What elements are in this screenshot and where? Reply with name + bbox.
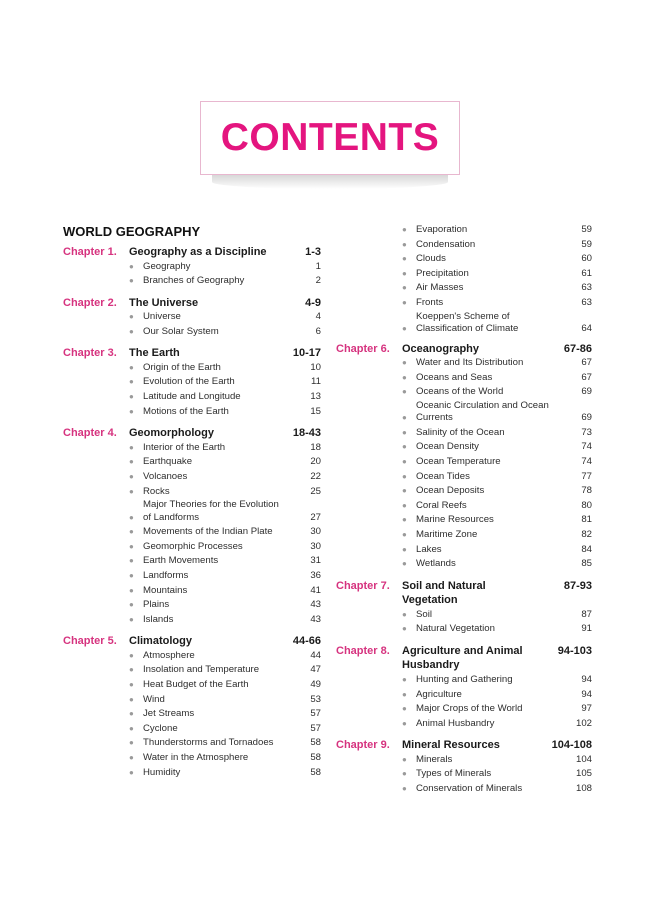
- bullet-icon: ●: [129, 752, 134, 762]
- bullet-icon: ●: [129, 650, 134, 660]
- chapter-pages: 87-93: [563, 579, 592, 592]
- chapter-heading[interactable]: [63, 296, 321, 311]
- toc-item[interactable]: [63, 649, 321, 664]
- toc-item-page: 58: [310, 737, 321, 749]
- toc-item-page: 27: [310, 511, 321, 523]
- toc-item-page: 74: [581, 456, 592, 468]
- toc-item-page: 63: [581, 282, 592, 294]
- toc-left-column: [63, 223, 321, 787]
- toc-item-page: 64: [581, 322, 592, 334]
- chapter: [63, 634, 321, 780]
- toc-item-title: Water and Its Distribution: [416, 357, 524, 369]
- page-title: CONTENTS: [220, 116, 440, 159]
- toc-item-page: 2: [315, 275, 321, 287]
- chapter-heading[interactable]: [336, 644, 592, 673]
- bullet-icon: ●: [402, 427, 407, 437]
- toc-item[interactable]: [63, 540, 321, 555]
- toc-item-title: Our Solar System: [143, 325, 219, 337]
- toc-item[interactable]: [63, 569, 321, 584]
- bullet-icon: ●: [129, 600, 134, 610]
- toc-item[interactable]: [63, 390, 321, 405]
- toc-item-page: 53: [310, 693, 321, 705]
- chapter-items: [336, 673, 592, 731]
- toc-item[interactable]: [63, 485, 321, 500]
- chapter-title: Soil and Natural Vegetation: [402, 579, 486, 607]
- chapter-pages: 10-17: [292, 347, 321, 360]
- bullet-icon: ●: [402, 372, 407, 382]
- chapter-title: The Earth: [129, 347, 180, 360]
- bullet-icon: ●: [402, 358, 407, 368]
- bullet-icon: ●: [402, 530, 407, 539]
- toc-item[interactable]: [336, 470, 592, 485]
- continued-item-list: [336, 223, 592, 337]
- bullet-icon: ●: [129, 486, 134, 496]
- toc-item-title: Clouds: [416, 253, 446, 265]
- chapter: [63, 426, 321, 627]
- toc-item[interactable]: [336, 499, 592, 514]
- toc-item[interactable]: [63, 766, 321, 781]
- bullet-icon: ●: [129, 723, 134, 733]
- chapter: [63, 296, 321, 340]
- toc-item-title: Condensation: [416, 238, 476, 250]
- toc-item[interactable]: [336, 385, 592, 400]
- toc-item-title: Koeppen's Scheme of Classification of Climate: [416, 310, 519, 335]
- toc-item[interactable]: [63, 707, 321, 722]
- toc-item[interactable]: [63, 455, 321, 470]
- toc-item-title: Agriculture: [416, 688, 462, 700]
- chapter: [336, 579, 592, 637]
- bullet-icon: ●: [402, 442, 407, 452]
- toc-item[interactable]: [336, 311, 592, 337]
- bullet-icon: ●: [402, 624, 407, 634]
- toc-item-title: Mountains: [143, 584, 188, 596]
- bullet-icon: ●: [402, 283, 407, 293]
- bullet-icon: ●: [129, 614, 134, 624]
- chapter-pages: 44-66: [292, 635, 321, 648]
- toc-item-page: 58: [310, 766, 321, 778]
- toc-item-page: 20: [310, 456, 321, 468]
- bullet-icon: ●: [129, 326, 134, 336]
- toc-item-title: Water in the Atmosphere: [143, 751, 249, 763]
- toc-item-page: 102: [575, 717, 592, 729]
- toc-item-title: Volcanoes: [143, 470, 188, 482]
- bullet-icon: ●: [402, 486, 407, 496]
- toc-item-title: Origin of the Earth: [143, 361, 221, 373]
- chapter-label: Chapter 4.: [63, 427, 117, 440]
- toc-item-title: Latitude and Longitude: [143, 391, 241, 403]
- toc-item[interactable]: [63, 310, 321, 325]
- toc-item[interactable]: [63, 663, 321, 678]
- toc-item-title: Ocean Temperature: [416, 456, 501, 468]
- toc-item[interactable]: [336, 717, 592, 732]
- toc-item-title: Evolution of the Earth: [143, 376, 235, 388]
- bullet-icon: ●: [129, 679, 134, 689]
- toc-item-title: Natural Vegetation: [416, 623, 495, 635]
- toc-item-title: Atmosphere: [143, 649, 195, 661]
- chapter-items: [63, 310, 321, 339]
- toc-item-title: Oceans and Seas: [416, 371, 493, 383]
- toc-right-column: [336, 223, 592, 804]
- toc-item-page: 15: [310, 405, 321, 417]
- toc-item[interactable]: [63, 441, 321, 456]
- chapter-items: [63, 361, 321, 419]
- toc-item[interactable]: [336, 702, 592, 717]
- chapter-heading[interactable]: [63, 634, 321, 649]
- bullet-icon: ●: [129, 276, 134, 286]
- banner-shadow: [212, 175, 448, 189]
- toc-item[interactable]: [63, 598, 321, 613]
- toc-item[interactable]: [63, 260, 321, 275]
- bullet-icon: ●: [129, 377, 134, 387]
- right-chapter-list: [336, 342, 592, 797]
- bullet-icon: ●: [402, 544, 407, 554]
- toc-item[interactable]: [63, 693, 321, 708]
- toc-item-page: 57: [310, 708, 321, 720]
- toc-item[interactable]: [63, 361, 321, 376]
- toc-item-page: 105: [575, 768, 592, 780]
- chapter-heading[interactable]: [63, 346, 321, 361]
- toc-item[interactable]: [336, 267, 592, 282]
- toc-item[interactable]: [336, 688, 592, 703]
- toc-item[interactable]: [336, 252, 592, 267]
- toc-item-page: 91: [581, 623, 592, 635]
- toc-item-title: Evaporation: [416, 224, 468, 235]
- toc-item-title: Major Theories for the Evolution of Landforms: [143, 499, 279, 523]
- chapter-label: Chapter 7.: [336, 579, 390, 592]
- toc-item-title: Rocks: [143, 485, 170, 497]
- toc-item-title: Conservation of Minerals: [416, 783, 523, 795]
- toc-item[interactable]: [336, 484, 592, 499]
- toc-item-page: 78: [581, 485, 592, 497]
- bullet-icon: ●: [402, 225, 407, 234]
- toc-item-title: Coral Reefs: [416, 499, 467, 511]
- toc-item-page: 1: [315, 260, 321, 272]
- toc-item-title: Soil: [416, 608, 432, 620]
- chapter: [336, 738, 592, 796]
- bullet-icon: ●: [402, 718, 407, 728]
- bullet-icon: ●: [129, 665, 134, 675]
- toc-item[interactable]: [63, 678, 321, 693]
- chapter: [336, 644, 592, 731]
- chapter-pages: 94-103: [557, 644, 592, 657]
- toc-item[interactable]: [63, 554, 321, 569]
- toc-item-page: 108: [575, 783, 592, 795]
- toc-item-page: 41: [310, 584, 321, 596]
- toc-item-page: 67: [581, 371, 592, 383]
- chapter-label: Chapter 5.: [63, 635, 117, 648]
- chapter-pages: 18-43: [292, 427, 321, 440]
- toc-item-page: 81: [581, 514, 592, 526]
- toc-item-page: 85: [581, 558, 592, 570]
- toc-item-title: Heat Budget of the Earth: [143, 678, 249, 690]
- toc-item-page: 80: [581, 499, 592, 511]
- toc-item-title: Types of Minerals: [416, 768, 492, 780]
- bullet-icon: ●: [129, 512, 134, 522]
- chapter-title: Oceanography: [402, 342, 480, 355]
- toc-item[interactable]: [336, 753, 592, 768]
- toc-item-page: 30: [310, 540, 321, 552]
- toc-item-page: 30: [310, 526, 321, 538]
- toc-item-page: 25: [310, 485, 321, 497]
- bullet-icon: ●: [402, 674, 407, 684]
- toc-item-page: 97: [581, 703, 592, 715]
- chapter-label: Chapter 1.: [63, 246, 117, 258]
- bullet-icon: ●: [129, 261, 134, 271]
- toc-item-title: Minerals: [416, 753, 453, 765]
- chapter: [336, 342, 592, 572]
- toc-item-title: Major Crops of the World: [416, 703, 523, 715]
- chapter-pages: 1-3: [305, 246, 321, 258]
- toc-item-page: 69: [581, 412, 592, 424]
- toc-item-page: 73: [581, 426, 592, 438]
- chapter-heading[interactable]: [336, 579, 592, 608]
- toc-item-title: Animal Husbandry: [416, 717, 495, 729]
- toc-item-title: Geomorphic Processes: [143, 540, 243, 552]
- toc-item-title: Earth Movements: [143, 555, 219, 567]
- toc-item[interactable]: [336, 608, 592, 623]
- toc-item-page: 57: [310, 722, 321, 734]
- toc-item-title: Motions of the Earth: [143, 405, 229, 417]
- toc-item-page: 36: [310, 569, 321, 581]
- toc-item-title: Thunderstorms and Tornadoes: [143, 737, 274, 749]
- chapter-title: Climatology: [129, 635, 192, 648]
- toc-item-page: 43: [310, 599, 321, 611]
- toc-item[interactable]: [336, 543, 592, 558]
- toc-item[interactable]: [336, 767, 592, 782]
- bullet-icon: ●: [402, 297, 407, 307]
- toc-item-title: Oceans of the World: [416, 386, 504, 398]
- chapter-heading[interactable]: [336, 342, 592, 357]
- toc-item-title: Universe: [143, 311, 181, 323]
- bullet-icon: ●: [129, 694, 134, 704]
- toc-item-page: 59: [581, 238, 592, 250]
- bullet-icon: ●: [402, 704, 407, 714]
- toc-item-page: 82: [581, 529, 592, 540]
- toc-item-page: 44: [310, 649, 321, 661]
- bullet-icon: ●: [129, 471, 134, 481]
- toc-item-title: Humidity: [143, 766, 181, 778]
- bullet-icon: ●: [129, 738, 134, 748]
- bullet-icon: ●: [402, 239, 407, 249]
- toc-item[interactable]: [336, 673, 592, 688]
- chapter-label: Chapter 8.: [336, 644, 390, 657]
- toc-item[interactable]: [63, 470, 321, 485]
- toc-item[interactable]: [336, 528, 592, 543]
- toc-item-page: 18: [310, 441, 321, 453]
- toc-item-page: 43: [310, 613, 321, 625]
- toc-item[interactable]: [63, 325, 321, 340]
- section-title: WORLD GEOGRAPHY: [63, 224, 201, 239]
- bullet-icon: ●: [402, 754, 407, 764]
- toc-item-page: 67: [581, 357, 592, 369]
- toc-item-title: Fronts: [416, 296, 444, 308]
- toc-item-title: Plains: [143, 599, 170, 611]
- toc-item[interactable]: [336, 622, 592, 637]
- toc-item-page: 59: [581, 224, 592, 235]
- bullet-icon: ●: [129, 541, 134, 551]
- chapter-heading[interactable]: [63, 245, 321, 260]
- bullet-icon: ●: [129, 527, 134, 537]
- toc-item-title: Earthquake: [143, 456, 193, 468]
- toc-item[interactable]: [336, 223, 592, 238]
- toc-item-title: Wind: [143, 693, 165, 705]
- toc-item-title: Hunting and Gathering: [416, 673, 513, 685]
- toc-item[interactable]: [336, 281, 592, 296]
- toc-item-title: Islands: [143, 613, 174, 625]
- chapter-items: [63, 441, 321, 628]
- chapter-pages: 67-86: [563, 342, 592, 355]
- contents-banner: [200, 101, 460, 175]
- toc-item-page: 6: [315, 325, 321, 337]
- toc-item-title: Salinity of the Ocean: [416, 426, 505, 438]
- toc-item-page: 61: [581, 267, 592, 279]
- bullet-icon: ●: [402, 559, 407, 569]
- toc-item-title: Branches of Geography: [143, 275, 245, 287]
- toc-item-page: 13: [310, 391, 321, 403]
- bullet-icon: ●: [129, 585, 134, 595]
- chapter-items: [63, 260, 321, 289]
- toc-item-page: 84: [581, 543, 592, 555]
- bullet-icon: ●: [402, 515, 407, 525]
- toc-item-page: 69: [581, 386, 592, 398]
- bullet-icon: ●: [129, 406, 134, 416]
- toc-item-page: 10: [310, 361, 321, 373]
- chapter-items: [63, 649, 321, 780]
- toc-item-title: Interior of the Earth: [143, 441, 226, 453]
- toc-item-title: Cyclone: [143, 722, 178, 734]
- toc-item-title: Insolation and Temperature: [143, 664, 260, 676]
- toc-item[interactable]: [336, 356, 592, 371]
- toc-item[interactable]: [336, 426, 592, 441]
- toc-item-page: 47: [310, 664, 321, 676]
- toc-item[interactable]: [336, 557, 592, 572]
- toc-item[interactable]: [336, 371, 592, 386]
- bullet-icon: ●: [129, 457, 134, 467]
- chapter-title: Geography as a Discipline: [129, 246, 267, 258]
- toc-item-title: Lakes: [416, 543, 442, 555]
- bullet-icon: ●: [402, 609, 407, 619]
- toc-item[interactable]: [63, 613, 321, 628]
- toc-item-page: 22: [310, 470, 321, 482]
- toc-item[interactable]: [336, 400, 592, 426]
- chapter-heading[interactable]: [336, 738, 592, 753]
- toc-item-title: Marine Resources: [416, 514, 494, 526]
- bullet-icon: ●: [402, 268, 407, 278]
- bullet-icon: ●: [129, 570, 134, 580]
- toc-item[interactable]: [63, 584, 321, 599]
- chapter: [63, 245, 321, 289]
- bullet-icon: ●: [402, 471, 407, 481]
- chapter-items: [336, 608, 592, 637]
- toc-item[interactable]: [63, 405, 321, 420]
- bullet-icon: ●: [129, 362, 134, 372]
- toc-item-title: Jet Streams: [143, 708, 195, 720]
- toc-item-page: 63: [581, 296, 592, 308]
- bullet-icon: ●: [129, 392, 134, 402]
- chapter-title: Agriculture and Animal Husbandry: [402, 644, 523, 672]
- toc-item-title: Geography: [143, 260, 191, 272]
- toc-item-title: Air Masses: [416, 282, 464, 294]
- toc-item-title: Wetlands: [416, 558, 456, 570]
- toc-item[interactable]: [63, 751, 321, 766]
- toc-item[interactable]: [336, 513, 592, 528]
- bullet-icon: ●: [402, 457, 407, 467]
- bullet-icon: ●: [129, 767, 134, 777]
- toc-item[interactable]: [63, 736, 321, 751]
- chapter-title: The Universe: [129, 296, 199, 309]
- chapter-label: Chapter 9.: [336, 739, 390, 752]
- toc-item[interactable]: [336, 455, 592, 470]
- toc-item-page: 104: [575, 753, 592, 765]
- chapter-label: Chapter 3.: [63, 347, 117, 360]
- chapter-pages: 4-9: [305, 296, 321, 309]
- chapter-items: [336, 356, 592, 572]
- chapter-label: Chapter 2.: [63, 296, 117, 309]
- bullet-icon: ●: [402, 500, 407, 510]
- bullet-icon: ●: [129, 442, 134, 452]
- toc-item[interactable]: [63, 525, 321, 540]
- toc-item-page: 60: [581, 253, 592, 265]
- toc-item-page: 74: [581, 441, 592, 453]
- toc-item-title: Landforms: [143, 569, 189, 581]
- toc-item-title: Oceanic Circulation and Ocean Currents: [416, 399, 549, 424]
- toc-item[interactable]: [63, 375, 321, 390]
- bullet-icon: ●: [402, 784, 407, 794]
- bullet-icon: ●: [402, 254, 407, 264]
- chapter-title: Geomorphology: [129, 427, 214, 440]
- toc-item[interactable]: [63, 499, 321, 525]
- bullet-icon: ●: [129, 709, 134, 719]
- toc-item-title: Movements of the Indian Plate: [143, 526, 273, 538]
- toc-item-page: 58: [310, 751, 321, 763]
- chapter-heading[interactable]: [63, 426, 321, 441]
- toc-item[interactable]: [336, 296, 592, 311]
- toc-item-page: 11: [311, 376, 321, 388]
- bullet-icon: ●: [402, 689, 407, 699]
- bullet-icon: ●: [402, 387, 407, 397]
- toc-item-page: 31: [310, 555, 321, 567]
- left-chapter-list: [63, 245, 321, 780]
- toc-item-page: 94: [581, 673, 592, 685]
- toc-item[interactable]: [336, 238, 592, 253]
- toc-item[interactable]: [63, 274, 321, 289]
- chapter: [63, 346, 321, 419]
- bullet-icon: ●: [129, 556, 134, 566]
- toc-item-page: 4: [315, 311, 321, 323]
- toc-item-title: Ocean Density: [416, 441, 479, 453]
- bullet-icon: ●: [402, 323, 407, 333]
- toc-item-title: Maritime Zone: [416, 529, 478, 540]
- toc-item-page: 49: [310, 678, 321, 690]
- toc-item[interactable]: [336, 782, 592, 797]
- toc-item-page: 77: [581, 470, 592, 482]
- toc-item[interactable]: [336, 440, 592, 455]
- chapter-label: Chapter 6.: [336, 342, 390, 355]
- toc-item-title: Ocean Tides: [416, 470, 470, 482]
- bullet-icon: ●: [402, 413, 407, 423]
- toc-item-page: 87: [581, 608, 592, 620]
- toc-item-page: 94: [581, 688, 592, 700]
- toc-item-title: Ocean Deposits: [416, 485, 485, 497]
- bullet-icon: ●: [402, 769, 407, 779]
- toc-item-title: Precipitation: [416, 267, 469, 279]
- chapter-items: [336, 753, 592, 797]
- chapter-title: Mineral Resources: [402, 739, 500, 752]
- bullet-icon: ●: [129, 312, 134, 322]
- chapter-pages: 104-108: [551, 739, 592, 752]
- toc-item[interactable]: [63, 722, 321, 737]
